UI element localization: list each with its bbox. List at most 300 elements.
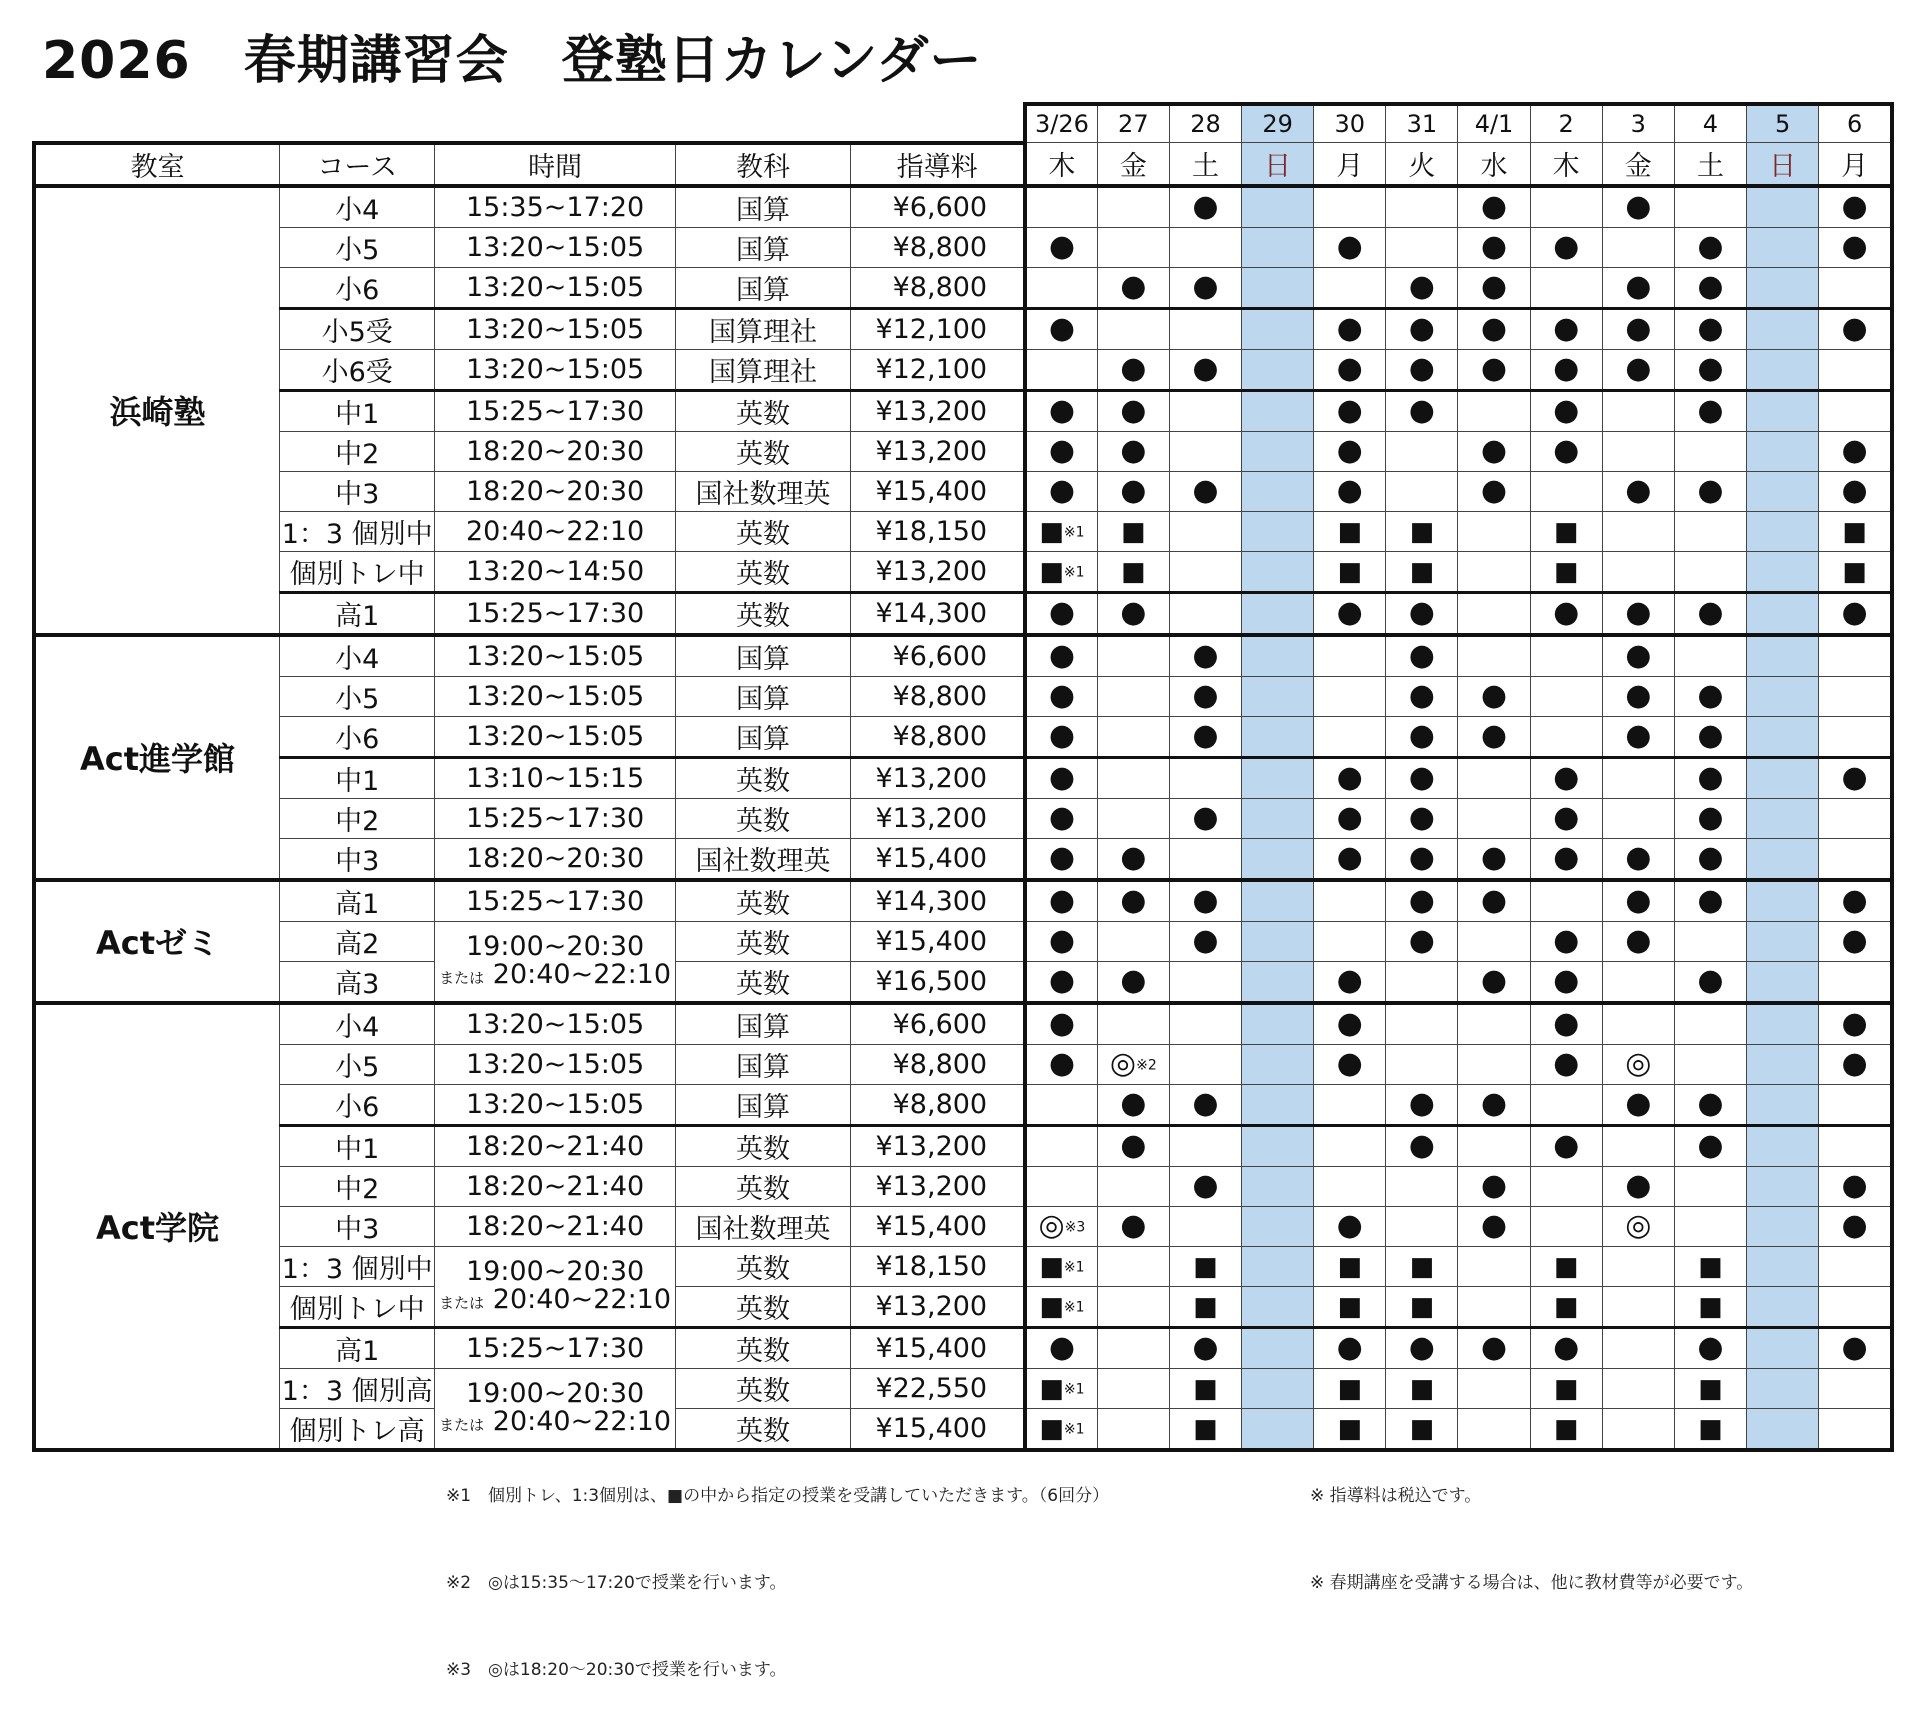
attendance-cell — [1169, 635, 1241, 677]
circle-mark: ● — [1192, 922, 1219, 958]
attendance-cell — [1530, 1003, 1602, 1045]
class-time: 18:20~20:30 — [435, 431, 676, 471]
attendance-cell — [1314, 186, 1386, 228]
circle-mark: ● — [1625, 637, 1652, 673]
attendance-cell — [1386, 592, 1458, 635]
circle-mark: ● — [1336, 759, 1363, 795]
attendance-cell — [1819, 227, 1892, 267]
subject: 英数 — [675, 1246, 850, 1286]
attendance-cell — [1530, 1246, 1602, 1286]
subject: 英数 — [675, 757, 850, 798]
header-blank — [435, 104, 676, 143]
circle-mark: ● — [1408, 922, 1435, 958]
attendance-cell — [1386, 1368, 1458, 1408]
weekday-cell: 日 — [1747, 143, 1819, 186]
circle-mark: ● — [1408, 350, 1435, 386]
table-row — [34, 716, 1892, 757]
attendance-cell — [1819, 1084, 1892, 1125]
course-name: 小6受 — [280, 349, 435, 390]
attendance-cell — [1819, 1125, 1892, 1166]
square-mark: ■ — [1409, 1373, 1435, 1404]
circle-mark: ● — [1120, 839, 1147, 875]
circle-mark: ● — [1192, 1085, 1219, 1121]
circle-mark: ● — [1408, 677, 1435, 713]
circle-mark: ● — [1192, 268, 1219, 304]
circle-mark: ● — [1553, 1127, 1580, 1163]
table-row — [34, 349, 1892, 390]
table-row — [34, 921, 1892, 961]
attendance-cell — [1674, 267, 1746, 308]
attendance-cell — [1747, 390, 1819, 431]
course-name: 高2 — [280, 921, 435, 961]
attendance-cell — [1386, 921, 1458, 961]
attendance-cell — [1458, 227, 1530, 267]
square-mark: ■ — [1039, 1413, 1064, 1444]
attendance-cell — [1530, 921, 1602, 961]
attendance-cell — [1025, 227, 1097, 267]
fee: ¥8,800 — [851, 1044, 1025, 1084]
fee: ¥14,300 — [851, 880, 1025, 922]
circle-mark: ● — [1120, 1127, 1147, 1163]
attendance-cell — [1169, 1408, 1241, 1450]
attendance-cell — [1314, 390, 1386, 431]
attendance-cell — [1674, 1166, 1746, 1206]
circle-mark: ● — [1192, 1167, 1219, 1203]
attendance-cell — [1747, 1206, 1819, 1246]
header-time: 時間 — [435, 143, 676, 186]
attendance-cell — [1602, 757, 1674, 798]
attendance-cell — [1242, 961, 1314, 1003]
circle-mark: ● — [1336, 350, 1363, 386]
circle-mark: ● — [1120, 392, 1147, 428]
fee: ¥12,100 — [851, 349, 1025, 390]
attendance-cell — [1458, 551, 1530, 592]
attendance-cell — [1747, 961, 1819, 1003]
circle-mark: ● — [1048, 310, 1076, 346]
circle-mark: ● — [1697, 594, 1724, 630]
attendance-cell — [1602, 1044, 1674, 1084]
room-name: Act学院 — [34, 1003, 280, 1450]
attendance-cell — [1458, 511, 1530, 551]
circle-mark: ● — [1697, 1127, 1724, 1163]
attendance-cell — [1242, 1206, 1314, 1246]
circle-mark: ● — [1408, 759, 1435, 795]
attendance-cell — [1242, 390, 1314, 431]
attendance-cell — [1242, 227, 1314, 267]
attendance-cell — [1242, 1125, 1314, 1166]
weekday-cell: 月 — [1314, 143, 1386, 186]
course-name: 中1 — [280, 1125, 435, 1166]
course-name: 1：3 個別中 — [280, 511, 435, 551]
attendance-cell — [1314, 1125, 1386, 1166]
course-name: 小5 — [280, 227, 435, 267]
fee: ¥15,400 — [851, 838, 1025, 880]
subject: 英数 — [675, 1327, 850, 1368]
square-mark: ■ — [1409, 1251, 1435, 1282]
fee: ¥13,200 — [851, 757, 1025, 798]
class-time: 13:20~15:05 — [435, 676, 676, 716]
attendance-cell — [1386, 267, 1458, 308]
circle-mark: ● — [1408, 310, 1435, 346]
circle-mark: ● — [1336, 1207, 1363, 1243]
attendance-cell — [1530, 635, 1602, 677]
attendance-cell — [1314, 551, 1386, 592]
header-blank — [851, 104, 1025, 143]
course-name: 中3 — [280, 838, 435, 880]
attendance-cell — [1819, 1044, 1892, 1084]
course-name: 小4 — [280, 186, 435, 228]
class-time: 13:20~15:05 — [435, 308, 676, 349]
attendance-cell — [1602, 390, 1674, 431]
attendance-cell — [1530, 1286, 1602, 1327]
course-name: 中2 — [280, 431, 435, 471]
square-mark: ■ — [1409, 1413, 1435, 1444]
subject: 国算 — [675, 1084, 850, 1125]
subject: 英数 — [675, 511, 850, 551]
circle-mark: ● — [1408, 1127, 1435, 1163]
time-alt — [435, 1286, 675, 1314]
attendance-cell — [1819, 676, 1892, 716]
attendance-cell — [1314, 961, 1386, 1003]
circle-mark: ● — [1120, 432, 1147, 468]
attendance-cell — [1602, 551, 1674, 592]
weekday-cell: 火 — [1386, 143, 1458, 186]
attendance-cell — [1169, 880, 1241, 922]
circle-mark: ● — [1841, 188, 1868, 224]
attendance-cell — [1458, 1246, 1530, 1286]
attendance-cell — [1602, 838, 1674, 880]
attendance-cell — [1674, 838, 1746, 880]
attendance-cell — [1674, 1003, 1746, 1045]
time-alt-value: 20:40~22:10 — [492, 959, 672, 990]
class-time: 20:40~22:10 — [435, 511, 676, 551]
circle-mark: ● — [1120, 268, 1147, 304]
attendance-cell — [1242, 1084, 1314, 1125]
time-main: 19:00~20:30 — [465, 930, 645, 962]
fee: ¥15,400 — [851, 1327, 1025, 1368]
attendance-cell — [1747, 676, 1819, 716]
header-subject: 教科 — [675, 143, 850, 186]
attendance-cell — [1097, 431, 1169, 471]
circle-mark: ● — [1480, 310, 1508, 346]
circle-mark: ● — [1120, 882, 1147, 918]
attendance-cell — [1674, 1246, 1746, 1286]
course-name: 中1 — [280, 390, 435, 431]
attendance-cell — [1097, 1286, 1169, 1327]
attendance-cell — [1530, 511, 1602, 551]
attendance-cell — [1242, 1044, 1314, 1084]
attendance-cell — [1602, 267, 1674, 308]
date-cell: 4 — [1674, 104, 1746, 143]
circle-mark: ● — [1336, 228, 1363, 264]
circle-mark: ● — [1048, 472, 1076, 508]
course-name: 中2 — [280, 798, 435, 838]
class-time: 13:10~15:15 — [435, 757, 676, 798]
square-mark: ■ — [1553, 1291, 1579, 1322]
attendance-cell — [1169, 349, 1241, 390]
date-cell: 4/1 — [1458, 104, 1530, 143]
attendance-cell — [1602, 880, 1674, 922]
table-row — [34, 1327, 1892, 1368]
attendance-cell — [1747, 1003, 1819, 1045]
attendance-cell — [1458, 635, 1530, 677]
circle-mark: ● — [1625, 472, 1652, 508]
attendance-cell — [1747, 267, 1819, 308]
circle-mark: ● — [1841, 310, 1868, 346]
attendance-cell — [1025, 961, 1097, 1003]
double-circle-mark: ◎ — [1109, 1045, 1137, 1081]
attendance-cell — [1097, 716, 1169, 757]
attendance-cell — [1169, 471, 1241, 511]
attendance-cell — [1242, 186, 1314, 228]
square-mark: ■ — [1698, 1251, 1723, 1282]
attendance-cell — [1530, 471, 1602, 511]
subject: 英数 — [675, 880, 850, 922]
table-row — [34, 186, 1892, 228]
attendance-cell — [1819, 1286, 1892, 1327]
attendance-cell — [1169, 1368, 1241, 1408]
fee: ¥8,800 — [851, 267, 1025, 308]
circle-mark: ● — [1408, 882, 1435, 918]
attendance-cell — [1602, 471, 1674, 511]
attendance-cell — [1314, 308, 1386, 349]
table-row — [34, 676, 1892, 716]
circle-mark: ● — [1192, 1329, 1219, 1365]
fee: ¥22,550 — [851, 1368, 1025, 1408]
attendance-cell — [1458, 471, 1530, 511]
attendance-cell — [1458, 1368, 1530, 1408]
attendance-cell — [1386, 471, 1458, 511]
square-mark: ■ — [1337, 1291, 1363, 1322]
attendance-cell — [1025, 676, 1097, 716]
attendance-cell — [1819, 267, 1892, 308]
weekday-cell: 日 — [1242, 143, 1314, 186]
attendance-cell — [1386, 349, 1458, 390]
attendance-cell — [1602, 1206, 1674, 1246]
attendance-cell — [1819, 349, 1892, 390]
circle-mark: ● — [1841, 1045, 1868, 1081]
attendance-cell — [1314, 1044, 1386, 1084]
fee: ¥13,200 — [851, 1166, 1025, 1206]
footnote-marker: ※3 — [1064, 1219, 1086, 1235]
square-mark: ■ — [1337, 556, 1363, 587]
fee: ¥18,150 — [851, 511, 1025, 551]
attendance-cell — [1819, 757, 1892, 798]
circle-mark: ● — [1697, 1329, 1724, 1365]
attendance-cell — [1025, 921, 1097, 961]
course-name: 個別トレ中 — [280, 1286, 435, 1327]
attendance-cell — [1458, 838, 1530, 880]
attendance-cell — [1458, 1003, 1530, 1045]
attendance-cell — [1674, 349, 1746, 390]
circle-mark: ● — [1697, 268, 1724, 304]
attendance-cell — [1169, 186, 1241, 228]
course-name: 小6 — [280, 1084, 435, 1125]
subject: 国算 — [675, 267, 850, 308]
attendance-cell — [1674, 961, 1746, 1003]
circle-mark: ● — [1625, 268, 1652, 304]
attendance-cell — [1242, 635, 1314, 677]
attendance-cell — [1386, 757, 1458, 798]
attendance-cell — [1169, 592, 1241, 635]
attendance-cell — [1242, 838, 1314, 880]
attendance-cell — [1674, 431, 1746, 471]
double-circle-mark: ◎ — [1038, 1207, 1065, 1243]
or-label: または — [439, 969, 485, 987]
attendance-cell — [1602, 961, 1674, 1003]
circle-mark: ● — [1192, 799, 1219, 835]
course-name: 1：3 個別高 — [280, 1368, 435, 1408]
course-name: 高1 — [280, 592, 435, 635]
subject: 国算 — [675, 1003, 850, 1045]
course-name: 小6 — [280, 267, 435, 308]
attendance-cell — [1097, 1246, 1169, 1286]
fee: ¥8,800 — [851, 1084, 1025, 1125]
fee: ¥6,600 — [851, 1003, 1025, 1045]
attendance-cell — [1819, 1327, 1892, 1368]
attendance-cell — [1025, 1368, 1097, 1408]
circle-mark: ● — [1625, 1085, 1652, 1121]
date-cell: 3/26 — [1025, 104, 1097, 143]
attendance-cell — [1314, 921, 1386, 961]
circle-mark: ● — [1048, 392, 1076, 428]
attendance-cell — [1458, 308, 1530, 349]
attendance-cell — [1602, 431, 1674, 471]
attendance-cell — [1458, 1125, 1530, 1166]
attendance-cell — [1819, 431, 1892, 471]
footnote-3: ※3 ◎は18:20～20:30で授業を行います。 — [446, 1660, 787, 1680]
circle-mark: ● — [1336, 472, 1363, 508]
circle-mark: ● — [1553, 594, 1580, 630]
attendance-cell — [1602, 1125, 1674, 1166]
circle-mark: ● — [1553, 392, 1580, 428]
fee: ¥6,600 — [851, 635, 1025, 677]
circle-mark: ● — [1841, 1207, 1868, 1243]
class-time: 13:20~15:05 — [435, 1084, 676, 1125]
attendance-cell — [1097, 676, 1169, 716]
weekday-cell: 木 — [1530, 143, 1602, 186]
class-time: 15:25~17:30 — [435, 390, 676, 431]
attendance-cell — [1530, 798, 1602, 838]
or-label: または — [439, 1416, 485, 1434]
attendance-cell — [1530, 716, 1602, 757]
circle-mark: ● — [1048, 432, 1076, 468]
date-cell: 27 — [1097, 104, 1169, 143]
circle-mark: ● — [1192, 350, 1219, 386]
attendance-cell — [1097, 390, 1169, 431]
circle-mark: ● — [1553, 1329, 1580, 1365]
square-mark: ■ — [1553, 516, 1579, 547]
circle-mark: ● — [1697, 228, 1724, 264]
circle-mark: ● — [1480, 188, 1508, 224]
attendance-cell — [1314, 1166, 1386, 1206]
attendance-cell — [1819, 1003, 1892, 1045]
circle-mark: ● — [1408, 717, 1435, 753]
subject: 英数 — [675, 1408, 850, 1450]
fee: ¥13,200 — [851, 1125, 1025, 1166]
attendance-cell — [1386, 227, 1458, 267]
attendance-cell — [1674, 551, 1746, 592]
class-time: 13:20~15:05 — [435, 635, 676, 677]
attendance-cell — [1819, 511, 1892, 551]
class-time: 15:25~17:30 — [435, 592, 676, 635]
circle-mark: ● — [1697, 392, 1724, 428]
circle-mark: ● — [1192, 677, 1219, 713]
circle-mark: ● — [1408, 594, 1435, 630]
table-row — [34, 880, 1892, 922]
attendance-cell — [1458, 1166, 1530, 1206]
table-row — [34, 390, 1892, 431]
weekday-cell: 金 — [1602, 143, 1674, 186]
circle-mark: ● — [1120, 472, 1147, 508]
attendance-cell — [1097, 838, 1169, 880]
attendance-cell — [1097, 961, 1169, 1003]
attendance-cell — [1530, 267, 1602, 308]
attendance-cell — [1530, 961, 1602, 1003]
attendance-cell — [1819, 635, 1892, 677]
attendance-cell — [1242, 676, 1314, 716]
circle-mark: ● — [1480, 1085, 1508, 1121]
table-row — [34, 1206, 1892, 1246]
footnote-1: ※1 個別トレ、1:3個別は、■の中から指定の授業を受講していただきます。（6回分） — [446, 1486, 1110, 1506]
table-row — [34, 551, 1892, 592]
attendance-cell — [1169, 716, 1241, 757]
room-name: Act進学館 — [34, 635, 280, 880]
square-mark: ■ — [1553, 1373, 1579, 1404]
circle-mark: ● — [1841, 1167, 1868, 1203]
attendance-cell — [1530, 390, 1602, 431]
circle-mark: ● — [1553, 228, 1580, 264]
subject: 国算 — [675, 227, 850, 267]
attendance-cell — [1747, 1286, 1819, 1327]
fee: ¥13,200 — [851, 551, 1025, 592]
date-cell: 5 — [1747, 104, 1819, 143]
attendance-cell — [1674, 390, 1746, 431]
attendance-cell — [1169, 1003, 1241, 1045]
circle-mark: ● — [1048, 1329, 1076, 1365]
attendance-cell — [1169, 1044, 1241, 1084]
circle-mark: ● — [1336, 432, 1363, 468]
attendance-cell — [1169, 1125, 1241, 1166]
attendance-cell — [1674, 592, 1746, 635]
attendance-cell — [1747, 716, 1819, 757]
attendance-cell — [1530, 1084, 1602, 1125]
circle-mark: ● — [1553, 839, 1580, 875]
attendance-cell — [1602, 1286, 1674, 1327]
attendance-cell — [1025, 592, 1097, 635]
circle-mark: ● — [1625, 717, 1652, 753]
attendance-cell — [1747, 635, 1819, 677]
attendance-cell — [1242, 592, 1314, 635]
attendance-cell — [1530, 1206, 1602, 1246]
header-fee: 指導料 — [851, 143, 1025, 186]
fee: ¥13,200 — [851, 390, 1025, 431]
attendance-cell — [1602, 1327, 1674, 1368]
subject: 国算理社 — [675, 349, 850, 390]
subject: 英数 — [675, 1166, 850, 1206]
attendance-cell — [1025, 757, 1097, 798]
attendance-cell — [1025, 838, 1097, 880]
attendance-cell — [1674, 757, 1746, 798]
circle-mark: ● — [1480, 839, 1508, 875]
class-time-alternative — [435, 921, 676, 1003]
attendance-cell — [1747, 1368, 1819, 1408]
attendance-cell — [1602, 1368, 1674, 1408]
circle-mark: ● — [1480, 432, 1508, 468]
class-time: 15:35~17:20 — [435, 186, 676, 228]
attendance-cell — [1386, 1044, 1458, 1084]
attendance-cell — [1169, 838, 1241, 880]
